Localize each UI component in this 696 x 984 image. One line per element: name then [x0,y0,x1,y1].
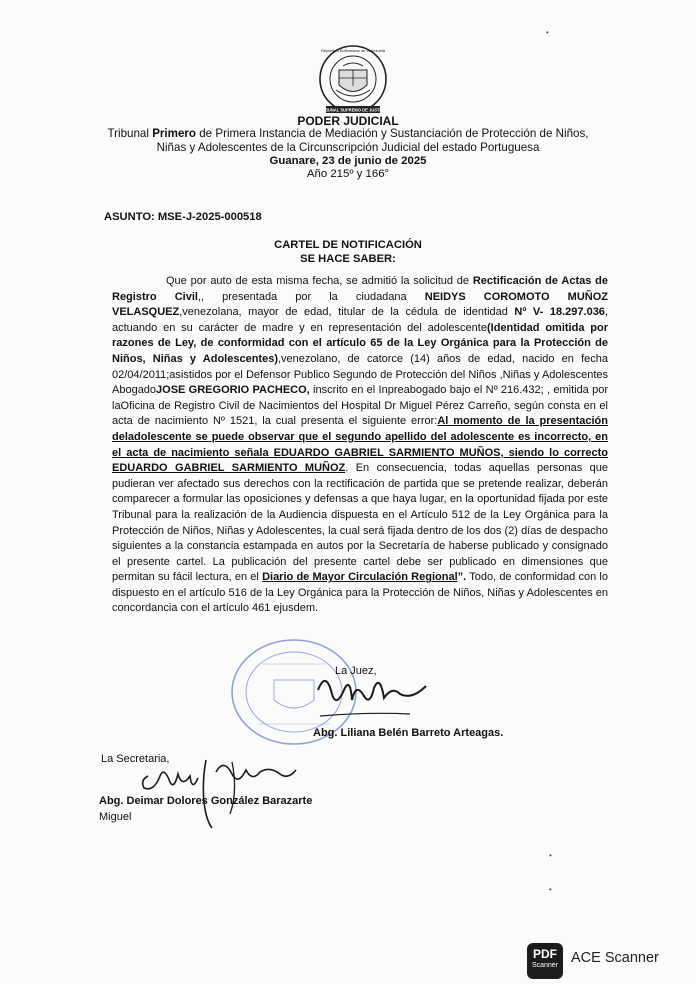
secretary-signature-icon [120,752,320,830]
app-name: ACE Scanner [571,950,659,966]
judge-name: Abg. Liliana Belén Barreto Arteagas. [313,727,504,739]
notice-title: CARTEL DE NOTIFICACIÓN [274,239,422,251]
notice-paragraph: Que por auto de esta misma fecha, se admitió la solicitud de Rectificación de Actas de Registro Civil,, presentada por la ciudadana NEIDYS COROMOTO MUÑOZ VELASQUEZ,venezolana, mayor de edad, titular de la cédula de identidad Nº V- 18.297.036, actuando en su carácter de madre y en representación del adolescente(Identidad omitida por razones de Ley, de conformidad con el artículo 65 de la Ley Orgánica para la Protección de Niños, Niñas y Adolescentes),venezolano, de catorce (14) años de edad, nacido en fecha 02/04/2011;asistidos por el Defensor Publico Segundo de Protección del Niños ,Niñas y Adolescentes AbogadoJOSE GREGORIO PACHECO, inscrito en el Inpreabogado bajo el Nº 216.432; , emitida por laOficina de Registro Civil de Nacimientos del Hospital Dr Miguel Pérez Carreño, según consta en el acta de nacimiento Nº 1521, la cual presenta el siguiente error:Al momento de la presentación deladolescente se puede observar que el segundo apellido del adolescente es incorrecto, en el acta de nacimiento señala EDUARDO GABRIEL SARMIENTO MUÑOS, siendo lo correcto EDUARDO GABRIEL SARMIENTO MUÑOZ. En consecuencia, todas aquellas personas que pudieran ver afectado sus derechos con la rectificación de partida que se pretende realizar, deberán comparecer a formular las oposiciones y defensas a que haya lugar, en la oportunidad fijada por este Tribunal para la realización de la Audiencia dispuesta en el Artículo 512 de la Ley Orgánica para la Protección de Niños, Niñas y Adolescentes, la cual será fijada dentro de los dos (2) días de despacho siguientes a la constancia estampada en autos por la Secretaría de haberse publicado y consignado el presente cartel. La publicación del presente cartel debe ser publicado en dimensiones que permitan su fácil lectura, en el Diario de Mayor Circulación Regional”. Todo, de conformidad con lo dispuesto en el artículo 516 de la Ley Orgánica para la Protección de Niños, Niñas y Adolescentes en concordancia con el artículo 461 ejusdem. [112,275,608,615]
secretary-name: Abg. Deimar Dolores González Barazarte [99,795,313,807]
scan-speck: • [546,28,549,37]
court-name-line: Tribunal Primero de Primera Instancia de Mediación y Sustanciación de Protección de Niños, [107,127,589,140]
svg-text:TRIBUNAL SUPREMO DE JUSTICIA: TRIBUNAL SUPREMO DE JUSTICIA [318,107,388,113]
document-years: Año 215º y 166° [306,168,390,180]
svg-text:República Bolivariana de Venez: República Bolivariana de Venezuela [320,48,386,53]
national-seal-icon [306,42,400,116]
secretary-note: Miguel [99,811,132,823]
court-jurisdiction-line: Niñas y Adolescentes de la Circunscripción Judicial del estado Portuguesa [156,141,540,154]
secretary-label: La Secretaria, [101,753,170,765]
case-number: ASUNTO: MSE-J-2025-000518 [104,211,262,223]
document-date: Guanare, 23 de junio de 2025 [269,155,427,167]
pdf-scanner-logo: PDF Scanner [527,943,563,979]
notice-subtitle: SE HACE SABER: [300,253,396,265]
scan-speck: • [549,851,552,860]
header-title: PODER JUDICIAL [297,114,399,128]
scan-speck: • [549,885,552,894]
judge-label: La Juez, [335,665,377,677]
notice-body [112,274,608,617]
